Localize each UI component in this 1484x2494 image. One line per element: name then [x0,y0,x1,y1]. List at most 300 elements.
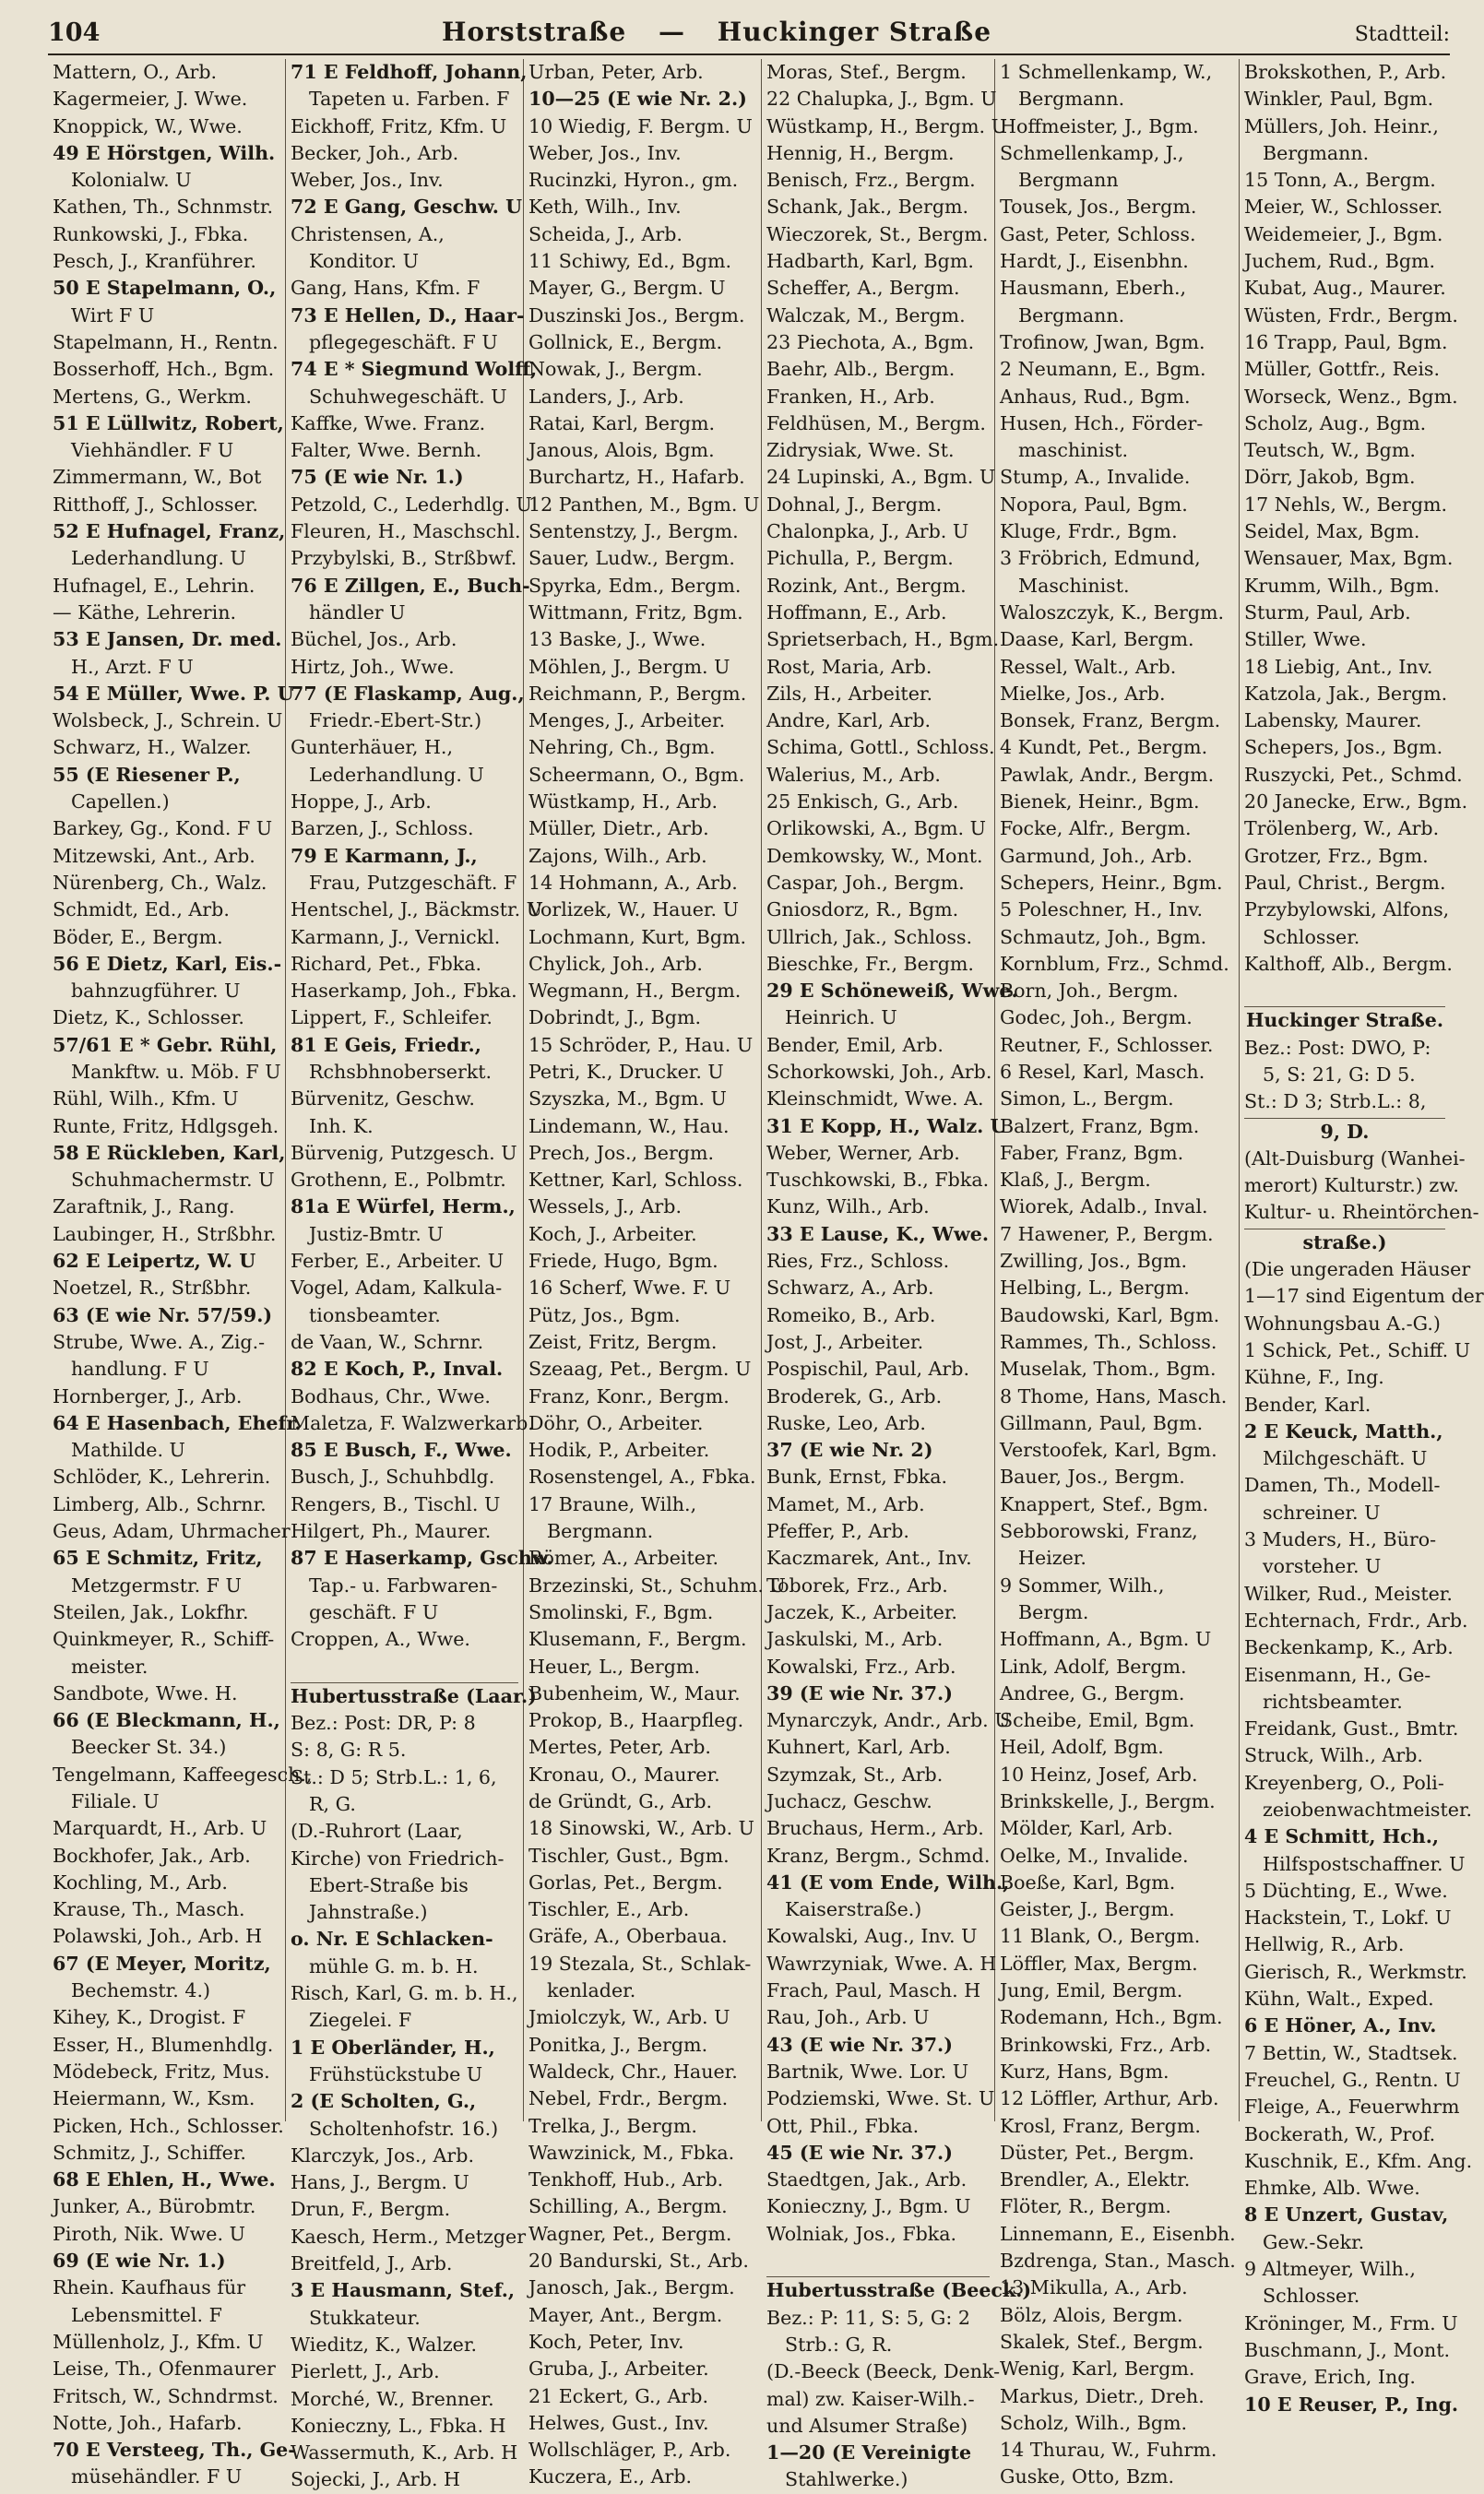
directory-entry: Löffler, Max, Bergm. [1000,1952,1198,1975]
directory-entry: Bergmann [1018,169,1119,192]
directory-entry: Urban, Peter, Arb. [528,61,704,83]
directory-entry: Lochmann, Kurt, Bgm. [528,925,747,948]
directory-entry: Krosl, Franz, Bergm. [1000,2114,1201,2137]
directory-entry: Busch, J., Schuhbdlg. [291,1466,495,1489]
directory-entry: Wawrzyniak, Wwe. A. H [766,1952,997,1975]
directory-entry: Stiller, Wwe. [1244,628,1367,651]
directory-entry: Schepers, Heinr., Bgm. [1000,871,1223,894]
directory-entry: 68 E Ehlen, H., Wwe. [53,2168,276,2191]
directory-entry: Hennig, H., Bergm. [766,141,955,164]
directory-entry: Kunz, Wilh., Arb. [766,1195,930,1218]
directory-entry: Paul, Christ., Bergm. [1244,871,1446,894]
directory-entry: Düster, Pet., Bergm. [1000,2141,1194,2164]
directory-entry: Klaß, J., Bergm. [1000,1169,1151,1192]
directory-entry: Godec, Joh., Bergm. [1000,1006,1193,1029]
directory-entry: 9 Altmeyer, Wilh., [1244,2258,1416,2281]
directory-entry: Keth, Wilh., Inv. [528,196,682,219]
directory-entry: Wagner, Pet., Bergm. [528,2222,732,2245]
directory-entry: Jmiolczyk, W., Arb. U [528,2006,730,2029]
directory-entry: Nopora, Paul, Bgm. [1000,493,1188,516]
directory-entry: Barzen, J., Schloss. [291,817,474,840]
directory-entry: Zimmermann, W., Bot [53,466,262,489]
directory-entry: Hans, J., Bergm. U [291,2171,469,2194]
directory-entry [766,2248,990,2274]
directory-entry: meister. [71,1655,148,1678]
directory-entry: 79 E Karmann, J., [291,844,478,867]
directory-entry: Mayer, G., Bergm. U [528,277,726,300]
directory-entry: Schuhmachermstr. U [71,1169,275,1192]
directory-entry: Pierlett, J., Arb. [291,2360,440,2383]
directory-entry: Haserkamp, Joh., Fbka. [291,980,517,1003]
directory-entry: 43 (E wie Nr. 37.) [766,2033,953,2056]
directory-entry: 17 Braune, Wilh., [528,1492,697,1515]
directory-entry: Bergmann. [1018,88,1125,111]
directory-entry: Tousek, Jos., Bergm. [1000,196,1197,219]
directory-entry: Bubenheim, W., Maur. [528,1681,741,1704]
directory-entry: 11 Schiwy, Ed., Bgm. [528,250,732,273]
directory-entry: Nebel, Frdr., Bergm. [528,2087,729,2110]
directory-entry: Markus, Dietr., Dreh. [1000,2384,1205,2407]
directory-entry: Bender, Emil, Arb. [766,1033,944,1056]
directory-entry: Jost, J., Arbeiter. [766,1330,924,1353]
directory-entry: Kaffke, Wwe. Franz. [291,411,486,434]
directory-entry: Sentenstzy, J., Bergm. [528,520,739,543]
directory-entry: Scholz, Wilh., Bgm. [1000,2411,1188,2434]
directory-entry: Wohnungsbau A.-G.) [1244,1312,1441,1335]
directory-entry: Landers, J., Arb. [528,385,684,408]
directory-entry: Brinkskelle, J., Bergm. [1000,1790,1216,1812]
directory-entry: Broderek, G., Arb. [766,1384,943,1407]
directory-entry: Bez.: Post: DWO, P: [1244,1036,1431,1059]
directory-entry: Kathen, Th., Schnmstr. [53,196,274,219]
directory-entry: Knappert, Stef., Bgm. [1000,1492,1209,1515]
directory-entry: 23 Piechota, A., Bgm. [766,330,975,353]
directory-entry: Morché, W., Brenner. [291,2387,494,2410]
directory-entry: 58 E Rückleben, Karl, [53,1141,286,1164]
directory-entry: Hoffmeister, J., Bgm. [1000,114,1199,137]
directory-entry: Bockhofer, Jak., Arb. [53,1844,251,1867]
directory-entry: Trofinow, Jwan, Bgm. [1000,330,1205,353]
directory-entry: Frach, Paul, Masch. H [766,1979,981,2002]
directory-entry: Heil, Adolf, Bgm. [1000,1736,1164,1759]
directory-entry: Stahlwerke.) [785,2468,908,2491]
directory-entry: Kirche) von Friedrich- [291,1847,505,1870]
directory-entry: 39 (E wie Nr. 37.) [766,1681,953,1704]
directory-entry: 18 Sinowski, W., Arb. U [528,1817,755,1840]
directory-entry: Chylick, Joh., Arb. [528,952,703,975]
directory-entry: Sandbote, Wwe. H. [53,1681,238,1704]
directory-entry: Runte, Fritz, Hdlgsgeh. [53,1114,279,1137]
directory-entry: Wolniak, Jos., Fbka. [766,2222,957,2245]
directory-entry: Rau, Joh., Arb. U [766,2006,930,2029]
directory-entry: 55 (E Riesener P., [53,763,241,786]
directory-entry: Kühne, F., Ing. [1244,1366,1384,1389]
directory-entry: Juchem, Rud., Bgm. [1244,250,1436,273]
directory-entry: Friedr.-Ebert-Str.) [309,709,482,732]
directory-entry: Dobrindt, J., Bgm. [528,1006,702,1029]
directory-column-2 [286,59,553,2491]
directory-entry: Toborek, Frz., Arb. [766,1574,948,1597]
directory-entry: Römer, A., Arbeiter. [528,1547,719,1570]
directory-entry: Viehhändler. F U [71,439,234,462]
directory-entry: Kleinschmidt, Wwe. A. [766,1087,984,1110]
directory-entry: vorsteher. U [1263,1555,1382,1578]
directory-column-3 [524,59,786,2488]
directory-entry: Breitfeld, J., Arb. [291,2252,453,2275]
directory-entry: 8 E Unzert, Gustav, [1244,2203,1449,2227]
directory-entry: Hufnagel, E., Lehrin. [53,574,255,597]
directory-entry: Pospischil, Paul, Arb. [766,1358,969,1381]
directory-entry: 7 Hawener, P., Bergm. [1000,1222,1214,1245]
directory-entry: Heinrich. U [785,1006,897,1029]
directory-entry: Szymzak, St., Arb. [766,1763,944,1786]
directory-entry: 81a E Würfel, Herm., [291,1195,516,1218]
directory-entry: Möhlen, J., Bergm. U [528,655,730,678]
directory-entry: Juchacz, Geschw. [766,1790,932,1812]
directory-entry: richtsbeamter. [1263,1690,1403,1713]
directory-entry: 29 E Schöneweiß, Wwe. [766,980,1018,1003]
directory-entry: Heuer, L., Bergm. [528,1655,701,1678]
directory-entry: (Alt-Duisburg (Wanhei- [1244,1146,1466,1170]
directory-entry: Wüsten, Frdr., Bergm. [1244,303,1458,327]
directory-entry: Tapeten u. Farben. F [309,88,510,111]
directory-entry: mal) zw. Kaiser-Wilh.- [766,2387,975,2410]
directory-entry: Stump, A., Invalide. [1000,466,1191,489]
directory-entry: Hellwig, R., Arb. [1244,1933,1405,1956]
directory-entry: Przybylowski, Alfons, [1244,898,1450,921]
directory-entry: 19 Stezala, St., Schlak- [528,1952,752,1975]
directory-entry: Kultur- u. Rheintörchen- [1244,1201,1479,1224]
directory-entry: 33 E Lause, K., Wwe. [766,1222,990,1245]
directory-entry: Bergmann. [547,1520,654,1543]
directory-entry: Bergmann. [1263,141,1370,164]
directory-entry: Mertes, Peter, Arb. [528,1736,711,1759]
directory-entry: Wieditz, K., Walzer. [291,2333,477,2356]
directory-entry: Geister, J., Bergm. [1000,1898,1175,1921]
directory-entry: Zwilling, Jos., Bgm. [1000,1250,1188,1273]
directory-entry: 3 Muders, H., Büro- [1244,1528,1437,1551]
directory-entry: Wawzinick, M., Fbka. [528,2141,735,2164]
directory-entry: Walerius, M., Arb. [766,763,941,786]
directory-entry: Wieczorek, St., Bergm. [766,222,989,245]
directory-entry: Pfeffer, P., Arb. [766,1520,909,1543]
directory-entry: Mattern, O., Arb. [53,61,218,83]
directory-entry: Gunterhäuer, H., [291,736,454,759]
directory-entry: 9 Sommer, Wilh., [1000,1574,1165,1597]
directory-entry: Wüstkamp, H., Bergm. U [766,114,1007,137]
directory-entry: 1 E Oberländer, H., [291,2036,495,2059]
directory-entry: Gorlas, Pet., Bergm. [528,1870,723,1894]
directory-entry: 2 E Keuck, Matth., [1244,1419,1443,1443]
directory-entry: Kagermeier, J. Wwe. [53,88,248,111]
directory-entry: Strube, Wwe. A., Zig.- [53,1330,266,1353]
directory-entry: und Alsumer Straße) [766,2414,968,2437]
directory-entry: Bürvenitz, Geschw. [291,1087,475,1110]
directory-entry: Trelka, J., Bergm. [528,2114,697,2137]
directory-entry: (D.-Beeck (Beeck, Denk- [766,2360,1001,2383]
directory-entry: 49 E Hörstgen, Wilh. [53,141,276,164]
directory-entry: Seidel, Max, Bgm. [1244,520,1420,543]
directory-entry: Schmidt, Ed., Arb. [53,898,230,921]
directory-entry: Kihey, K., Drogist. F [53,2006,246,2029]
directory-entry: 66 (E Bleckmann, H., [53,1709,280,1732]
directory-entry: Wenig, Karl, Bergm. [1000,2357,1195,2381]
directory-entry: Bender, Karl. [1244,1393,1371,1416]
directory-entry: Kalthoff, Alb., Bergm. [1244,952,1453,975]
directory-entry: Daase, Karl, Bergm. [1000,628,1194,651]
directory-entry: Schwarz, A., Arb. [766,1277,934,1300]
directory-entry: Schmautz, Joh., Bgm. [1000,925,1207,948]
directory-entry: schreiner. U [1263,1501,1381,1524]
directory-entry: Pawlak, Andr., Bergm. [1000,763,1215,786]
directory-entry: Kröninger, M., Frm. U [1244,2311,1458,2334]
directory-entry: Focke, Alfr., Bergm. [1000,817,1192,840]
directory-entry: Leise, Th., Ofenmaurer [53,2357,276,2381]
directory-entry: Laubinger, H., Strßbhr. [53,1222,277,1245]
directory-entry: Weber, Werner, Arb. [766,1141,960,1164]
directory-entry: Hornberger, J., Arb. [53,1384,243,1407]
directory-entry: Sebborowski, Franz, [1000,1520,1198,1543]
directory-entry: Born, Joh., Bergm. [1000,980,1179,1003]
directory-entry: Nehring, Ch., Bgm. [528,736,716,759]
directory-entry: R, G. [309,1793,356,1815]
directory-entry: tionsbeamter. [309,1303,441,1326]
directory-entry: Kornblum, Frz., Schmd. [1000,952,1229,975]
directory-entry: Mertens, G., Werkm. [53,385,252,408]
directory-entry: 16 Trapp, Paul, Bgm. [1244,330,1448,353]
directory-entry: Petri, K., Drucker. U [528,1060,724,1083]
directory-entry: 76 E Zillgen, E., Buch- [291,574,530,597]
directory-entry: Hadbarth, Karl, Bgm. [766,250,974,273]
directory-entry: Frau, Putzgeschäft. F [309,871,517,894]
directory-entry: Müller, Dietr., Arb. [528,817,709,840]
directory-entry: Chalonpka, J., Arb. U [766,520,969,543]
directory-entry: Grave, Erich, Ing. [1244,2366,1416,2389]
directory-entry: St.: D 3; Strb.L.: 8, [1244,1090,1427,1113]
directory-entry: Helwes, Gust., Inv. [528,2411,709,2434]
directory-entry: Maschinist. [1018,574,1130,597]
directory-entry: Hodik, P., Arbeiter. [528,1439,710,1462]
directory-entry: Scholz, Aug., Bgm. [1244,411,1427,434]
directory-entry: Brendler, A., Elektr. [1000,2168,1191,2191]
directory-entry [1244,978,1445,1004]
directory-entry: Waloszczyk, K., Bergm. [1000,600,1225,624]
directory-entry: Sojecki, J., Arb. H [291,2468,461,2491]
directory-entry: Janosch, Jak., Bergm. [528,2276,735,2299]
directory-entry: Kuhnert, Karl, Arb. [766,1736,951,1759]
directory-entry: Koch, J., Arbeiter. [528,1222,697,1245]
directory-entry: Junker, A., Bürobmtr. [53,2195,256,2218]
directory-entry: Mitzewski, Ant., Arb. [53,844,255,867]
directory-entry: Ponitka, J., Bergm. [528,2033,708,2056]
directory-entry: Katzola, Jak., Bergm. [1244,682,1448,705]
directory-entry: Hackstein, T., Lokf. U [1244,1906,1452,1930]
directory-entry: de Vaan, W., Schrnr. [291,1330,484,1353]
directory-entry: Flöter, R., Bergm. [1000,2195,1171,2218]
directory-entry: Schmellenkamp, J., [1000,141,1184,164]
directory-entry: Risch, Karl, G. m. b. H., [291,1982,518,2005]
directory-entry: Heizer. [1018,1547,1086,1570]
directory-entry: Jung, Emil, Bergm. [1000,1979,1183,2002]
directory-entry: Büchel, Jos., Arb. [291,628,457,651]
street-right-title: Huckinger Straße [717,17,992,47]
directory-entry: 37 (E wie Nr. 2) [766,1439,933,1462]
directory-entry: 6 Resel, Karl, Masch. [1000,1060,1205,1083]
directory-entry: Frühstückstube U [309,2062,483,2085]
directory-entry: Muselak, Thom., Bgm. [1000,1358,1217,1381]
directory-entry: Schlosser. [1263,925,1360,948]
directory-entry: Bürvenig, Putzgesch. U [291,1141,517,1164]
directory-entry: 16 Scherf, Wwe. F. U [528,1277,731,1300]
directory-entry: Benisch, Frz., Bergm. [766,169,976,192]
directory-entry: Polawski, Joh., Arb. H [53,1925,263,1948]
directory-entry: Jaczek, K., Arbeiter. [766,1600,957,1623]
directory-entry: Rühl, Wilh., Kfm. U [53,1087,239,1110]
street-left-title: Horststraße [441,17,627,47]
directory-entry: Eickhoff, Fritz, Kfm. U [291,114,507,137]
directory-entry: Kaczmarek, Ant., Inv. [766,1547,972,1570]
directory-entry: 62 E Leipertz, W. U [53,1250,256,1273]
directory-entry: Schilling, A., Bergm. [528,2195,728,2218]
directory-entry: Hoffmann, A., Bgm. U [1000,1628,1212,1651]
directory-entry: Meier, W., Schlosser. [1244,196,1443,219]
directory-entry: Weber, Jos., Inv. [291,169,444,192]
directory-entry: Mayer, Ant., Bergm. [528,2303,723,2326]
directory-entry: Hilgert, Ph., Maurer. [291,1520,492,1543]
directory-entry: 10—25 (E wie Nr. 2.) [528,88,747,111]
directory-entry: Konieczny, L., Fbka. H [291,2414,506,2437]
directory-entry: Ruszycki, Pet., Schmd. [1244,763,1463,786]
directory-entry: Krumm, Wilh., Bgm. [1244,574,1440,597]
directory-entry: 70 E Versteeg, Th., Ge- [53,2439,296,2462]
directory-entry: Zajons, Wilh., Arb. [528,844,707,867]
directory-entry: Bez.: P: 11, S: 5, G: 2 [766,2306,970,2329]
directory-entry: S: 8, G: R 5. [291,1739,407,1762]
directory-entry: Kurz, Hans, Bgm. [1000,2060,1169,2083]
directory-entry: Prokop, B., Haarpfleg. [528,1709,744,1732]
directory-entry: Feldhüsen, M., Bergm. [766,411,986,434]
directory-entry: Rosenstengel, A., Fbka. [528,1466,756,1489]
directory-entry: Anhaus, Rud., Bgm. [1000,385,1191,408]
directory-entry: Wittmann, Fritz, Bgm. [528,600,743,624]
directory-entry: Bunk, Ernst, Fbka. [766,1466,948,1489]
directory-entry: 56 E Dietz, Karl, Eis.- [53,952,282,975]
directory-entry: Hentschel, J., Bäckmstr. U [291,898,543,921]
directory-entry: Konditor. U [309,250,419,273]
directory-entry: 71 E Feldhoff, Johann, [291,61,528,83]
directory-entry: H., Arzt. F U [71,655,194,678]
directory-entry: Barkey, Gg., Kond. F U [53,817,273,840]
directory-entry: Hoppe, J., Arb. [291,790,432,814]
directory-entry: Krause, Th., Masch. [53,1898,245,1921]
directory-entry: kenlader. [547,1979,636,2002]
directory-entry: Mödebeck, Fritz, Mus. [53,2060,270,2083]
directory-entry: bahnzugführer. U [71,980,241,1003]
directory-entry: Hirtz, Joh., Wwe. [291,655,455,678]
directory-entry: Schepers, Jos., Bgm. [1244,736,1443,759]
directory-entry: Stapelmann, H., Rentn. [53,330,279,353]
directory-entry: Scheermann, O., Bgm. [528,763,745,786]
directory-entry: 4 Kundt, Pet., Bergm. [1000,736,1208,759]
directory-entry: Franz, Konr., Bergm. [528,1384,730,1407]
directory-entry: Smolinski, F., Bgm. [528,1600,714,1623]
directory-entry: Pichulla, P., Bergm. [766,547,954,570]
directory-entry: Damen, Th., Modell- [1244,1474,1441,1497]
directory-entry: 64 E Hasenbach, Ehefr. [53,1411,302,1434]
directory-entry: Kowalski, Aug., Inv. U [766,1925,978,1948]
directory-entry: Rengers, B., Tischl. U [291,1492,501,1515]
directory-entry: 5, S: 21, G: D 5. [1263,1063,1416,1086]
directory-entry: Zeist, Fritz, Bergm. [528,1330,718,1353]
street-section-heading: 9, D. [1244,1118,1445,1146]
directory-entry: Waldeck, Chr., Hauer. [528,2060,738,2083]
directory-entry: Rodemann, Hch., Bgm. [1000,2006,1223,2029]
directory-entry: St.: D 5; Strb.L.: 1, 6, [291,1765,497,1788]
directory-entry: Brinkowski, Frz., Arb. [1000,2033,1212,2056]
directory-entry: Ehmke, Alb. Wwe. [1244,2177,1420,2200]
directory-entry: Karmann, J., Vernickl. [291,925,501,948]
directory-entry: Linnemann, E., Eisenbh. [1000,2222,1236,2245]
directory-entry: 1 Schick, Pet., Schiff. U [1244,1338,1471,1361]
directory-entry: 31 E Kopp, H., Walz. U [766,1114,1007,1137]
directory-entry: Lindemann, W., Hau. [528,1114,730,1137]
directory-entry: Geus, Adam, Uhrmacher [53,1520,291,1543]
directory-entry: Ries, Frz., Schloss. [766,1250,950,1273]
directory-entry: Schank, Jak., Bergm. [766,196,969,219]
directory-entry: 6 E Höner, A., Inv. [1244,2014,1437,2037]
directory-entry: Prech, Jos., Bergm. [528,1141,715,1164]
directory-entry: geschäft. F U [309,1600,439,1623]
directory-entry: Picken, Hch., Schlosser. [53,2114,284,2137]
directory-column-4 [762,59,1032,2491]
directory-entry: 4 E Schmitt, Hch., [1244,1825,1440,1848]
directory-entry: Bergm. [1018,1600,1089,1623]
directory-entry: Boeße, Karl, Bgm. [1000,1870,1176,1894]
directory-entry: Bergmann. [1018,303,1125,327]
directory-entry: Menges, J., Arbeiter. [528,709,726,732]
directory-entry: Wirt F U [71,303,155,327]
directory-entry: 53 E Jansen, Dr. med. [53,628,282,651]
directory-entry: Oelke, M., Invalide. [1000,1844,1189,1867]
directory-entry: Wilker, Rud., Meister. [1244,1582,1453,1605]
directory-entry: Esser, H., Blumenhdlg. [53,2033,274,2056]
directory-entry: Limberg, Alb., Schrnr. [53,1492,267,1515]
directory-entry: Reichmann, P., Bergm. [528,682,747,705]
directory-entry: Skalek, Stef., Bergm. [1000,2330,1204,2353]
directory-entry: Wensauer, Max, Bgm. [1244,547,1454,570]
directory-entry: Grotzer, Frz., Bgm. [1244,844,1429,867]
directory-entry: Weber, Jos., Inv. [528,141,682,164]
directory-entry: 77 (E Flaskamp, Aug., [291,682,525,705]
directory-entry: Freuchel, G., Rentn. U [1244,2068,1461,2091]
directory-entry: merort) Kulturstr.) zw. [1244,1174,1459,1197]
directory-entry: Moras, Stef., Bergm. [766,61,967,83]
directory-entry: 1—20 (E Vereinigte [766,2441,972,2464]
directory-entry: 87 E Haserkamp, Gschw. [291,1547,553,1570]
directory-entry: Buschmann, J., Mont. [1244,2338,1451,2361]
directory-column-1 [48,59,313,2488]
directory-entry: Drun, F., Bergm. [291,2198,451,2221]
directory-entry: Steilen, Jak., Lokfhr. [53,1600,249,1623]
directory-column-5 [995,59,1240,2488]
directory-entry: Wassermuth, K., Arb. H [291,2441,518,2464]
directory-entry: Rucinzki, Hyron., gm. [528,169,739,192]
directory-entry: 82 E Koch, P., Inval. [291,1358,504,1381]
directory-entry: Wollschläger, P., Arb. [528,2439,731,2462]
directory-entry: 14 Thurau, W., Fuhrm. [1000,2439,1217,2462]
directory-entry: Bruchaus, Herm., Arb. [766,1817,984,1840]
title-dash: — [658,17,685,47]
